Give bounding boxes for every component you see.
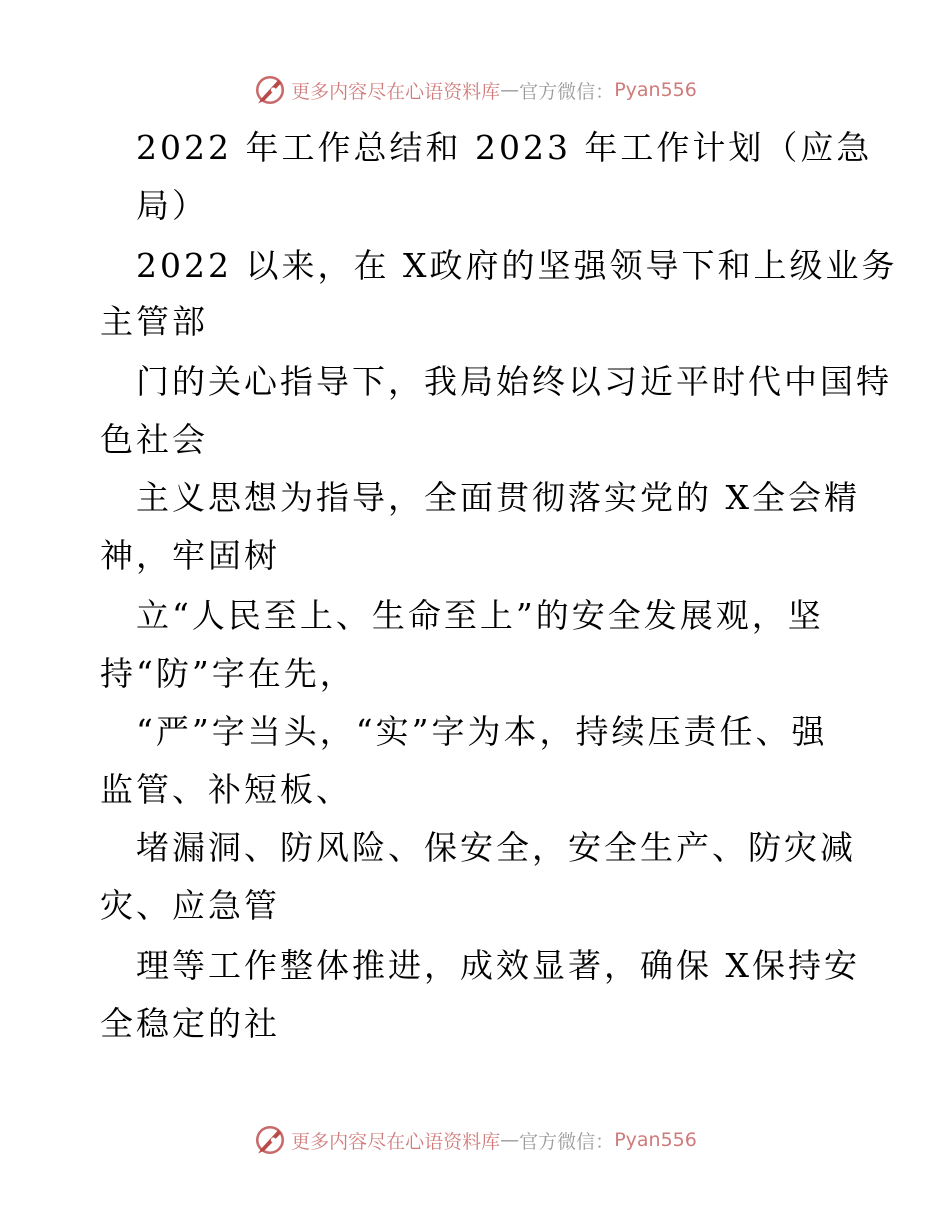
footer-banner [0, 1120, 950, 1160]
banner-dash: — [500, 1129, 520, 1151]
paragraph-line: 灾、应急管 [100, 886, 280, 925]
paragraph-line: 色社会 [100, 420, 208, 459]
banner-dash: — [500, 79, 520, 101]
banner-wechat-label: 官方微信： [519, 80, 615, 103]
paragraph-line: 门的关心指导下，我局始终以习近平时代中国特 [136, 362, 892, 401]
document-title-line: 2022 年工作总结和 2023 年工作计划（应急 [136, 128, 873, 167]
paragraph-line: 持“防”字在先， [100, 654, 356, 693]
banner-wechat-id: Pyan556 [614, 1129, 697, 1151]
paragraph-line: 理等工作整体推进，成效显著，确保 X保持安 [136, 946, 860, 985]
banner-wechat-id: Pyan556 [614, 79, 697, 101]
paragraph-line: 堵漏洞、防风险、保安全，安全生产、防灾减 [136, 828, 856, 867]
header-banner [0, 70, 950, 110]
paragraph-line: 立“人民至上、生命至上”的安全发展观，坚 [136, 596, 824, 635]
quill-logo-icon [253, 73, 287, 107]
banner-title: 更多内容尽在心语资料库 [291, 1130, 501, 1153]
banner-title: 更多内容尽在心语资料库 [291, 80, 501, 103]
quill-logo-icon [253, 1123, 287, 1157]
banner-wechat-label: 官方微信： [519, 1130, 615, 1153]
paragraph-line: 2022 以来，在 X政府的坚强领导下和上级业务 [136, 246, 898, 285]
paragraph-line: 神，牢固树 [100, 536, 280, 575]
paragraph-line: 主义思想为指导，全面贯彻落实党的 X全会精 [136, 478, 860, 517]
document-title-line: 局） [136, 186, 208, 225]
paragraph-line: “严”字当头，“实”字为本，持续压责任、强 [136, 712, 828, 751]
paragraph-line: 主管部 [100, 302, 208, 341]
paragraph-line: 监管、补短板、 [100, 770, 352, 809]
paragraph-line: 全稳定的社 [100, 1004, 280, 1043]
